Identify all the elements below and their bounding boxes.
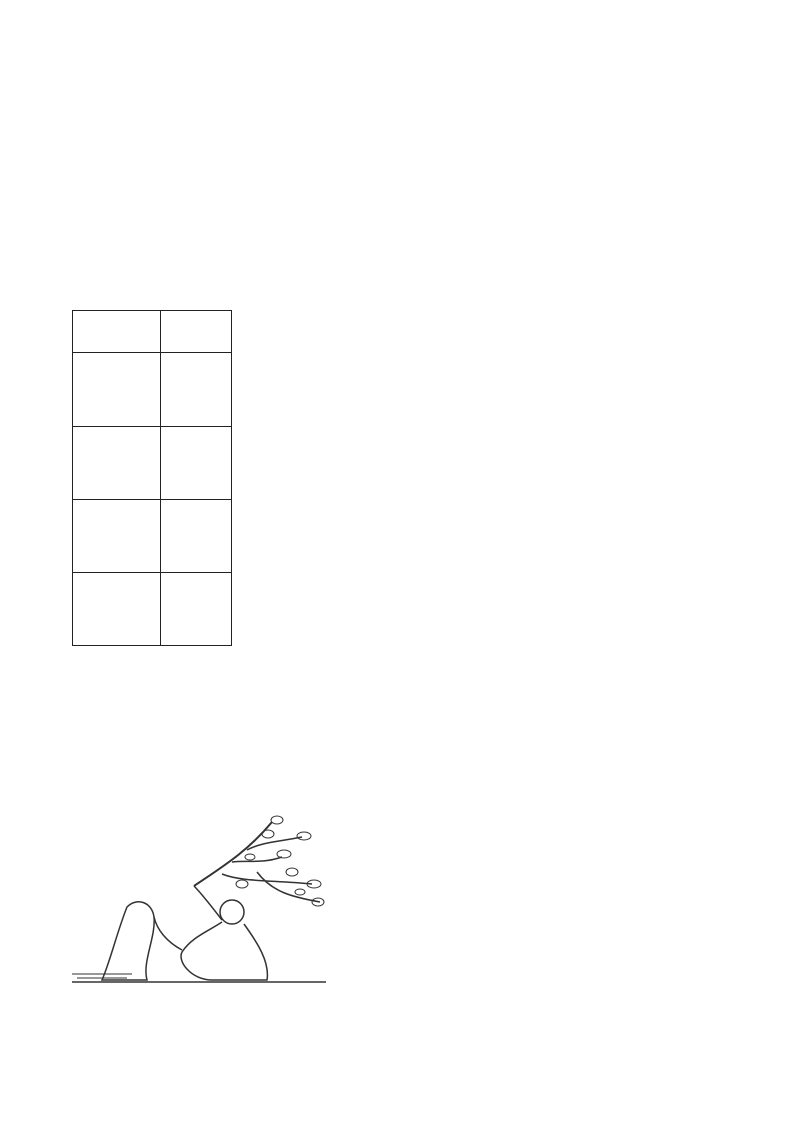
table-row (73, 573, 232, 646)
table-cell-time (73, 500, 161, 573)
q12-cartoon-image (72, 812, 326, 984)
table-row (73, 427, 232, 500)
cartoon-body-outline (181, 922, 267, 980)
cartoon-ground-texture (72, 974, 132, 978)
cartoon-arm-outline (194, 886, 222, 920)
table-cell-time (73, 427, 161, 500)
cartoon-leg-outline (154, 917, 182, 950)
table-cell-event (161, 500, 232, 573)
table-header-event (161, 311, 232, 353)
table-cell-event (161, 427, 232, 500)
q11-timeline-table (72, 310, 232, 646)
table-cell-time (73, 573, 161, 646)
cartoon-head-outline (220, 900, 244, 924)
table-cell-event (161, 573, 232, 646)
table-cell-time (73, 353, 161, 427)
cartoon-stump-outline (102, 902, 154, 980)
table-header-time (73, 311, 161, 353)
table-header-row (73, 311, 232, 353)
table-row (73, 500, 232, 573)
table-row (73, 353, 232, 427)
table-cell-event (161, 353, 232, 427)
